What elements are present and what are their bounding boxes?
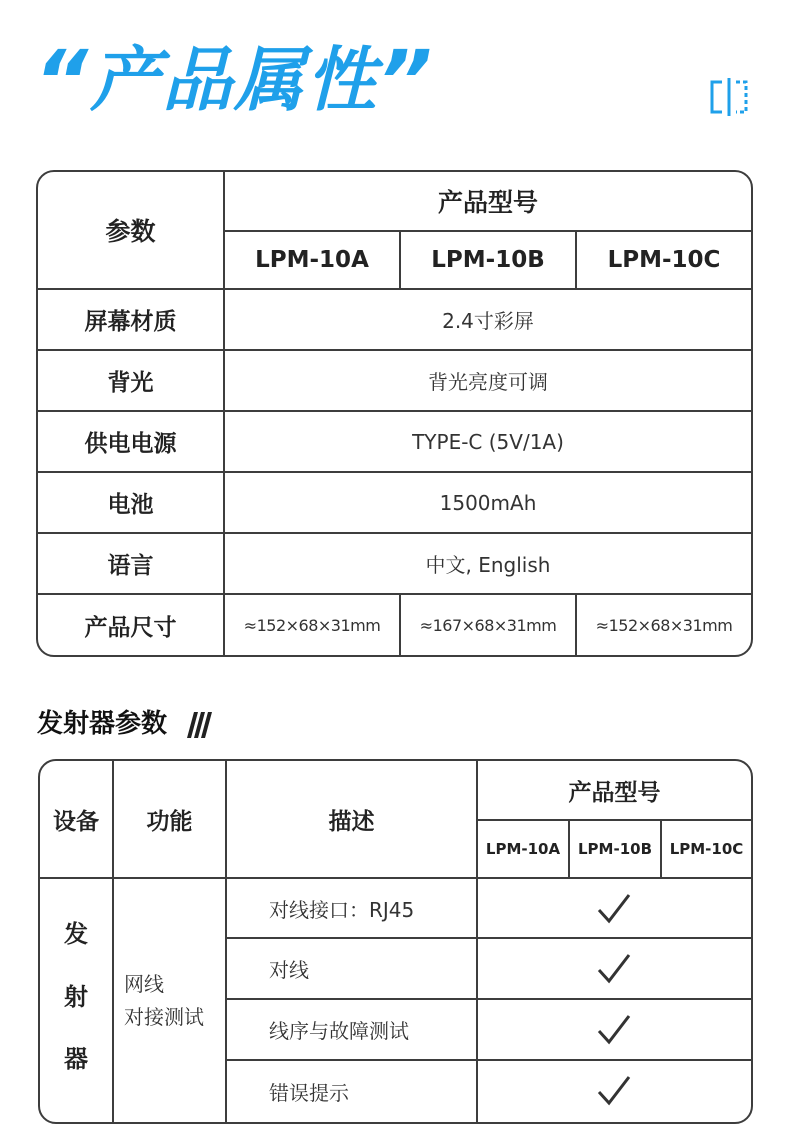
size-value-b: ≈167×68×31mm [419,615,557,635]
model-b-header: LPM-10B [431,247,545,273]
row-value-battery: 1500mAh [439,490,537,515]
device-char-1: 发 [64,919,88,948]
function-header: 功能 [146,808,193,835]
device-char-2: 射 [64,982,88,1011]
model-header: 产品型号 [568,779,661,806]
function-line-1: 网线 [124,971,164,996]
model-a-header: LPM-10A [255,247,369,273]
device-char-3: 器 [64,1044,88,1073]
model-c-header: LPM-10C [607,247,721,273]
desc-row-3: 线序与故障测试 [269,1019,409,1043]
desc-row-1: 对线接口：RJ45 [269,897,415,922]
row-label-power: 供电电源 [84,431,177,457]
transmitter-table [38,759,753,1124]
description-header: 描述 [328,808,375,835]
title-text: 产品属性 [90,39,379,121]
model-b-header: LPM-10B [577,840,652,858]
model-header: 产品型号 [437,188,538,217]
desc-row-2: 对线 [269,958,309,982]
open-quote: “ [34,32,91,130]
row-value-backlight: 背光亮度可调 [428,370,548,394]
row-label-size: 产品尺寸 [84,614,177,641]
model-a-header: LPM-10A [485,840,561,858]
row-value-power: TYPE-C (5V/1A) [412,429,564,454]
row-value-language: 中文, English [425,553,551,577]
section-title: 发射器参数 [37,709,168,739]
param-header: 参数 [105,217,156,246]
slashes-icon [186,712,214,738]
desc-row-4: 错误提示 [269,1081,349,1105]
page-title [34,30,434,130]
size-value-c: ≈152×68×31mm [595,615,733,635]
function-line-2: 对接测试 [124,1004,204,1029]
row-label-backlight: 背光 [107,370,154,396]
model-c-header: LPM-10C [669,840,744,858]
checkmark-icon [596,1073,632,1109]
split-view-icon [708,76,750,118]
checkmark-icon [596,951,632,987]
checkmark-icon [596,891,632,927]
row-label-language: 语言 [107,553,154,579]
row-label-screen: 屏幕材质 [84,309,177,335]
size-value-a: ≈152×68×31mm [243,615,381,635]
device-header: 设备 [53,808,99,835]
close-quote: ” [378,32,435,130]
row-label-battery: 电池 [107,492,154,518]
spec-table [36,170,753,657]
row-value-screen: 2.4寸彩屏 [442,309,534,333]
checkmark-icon [596,1012,632,1048]
